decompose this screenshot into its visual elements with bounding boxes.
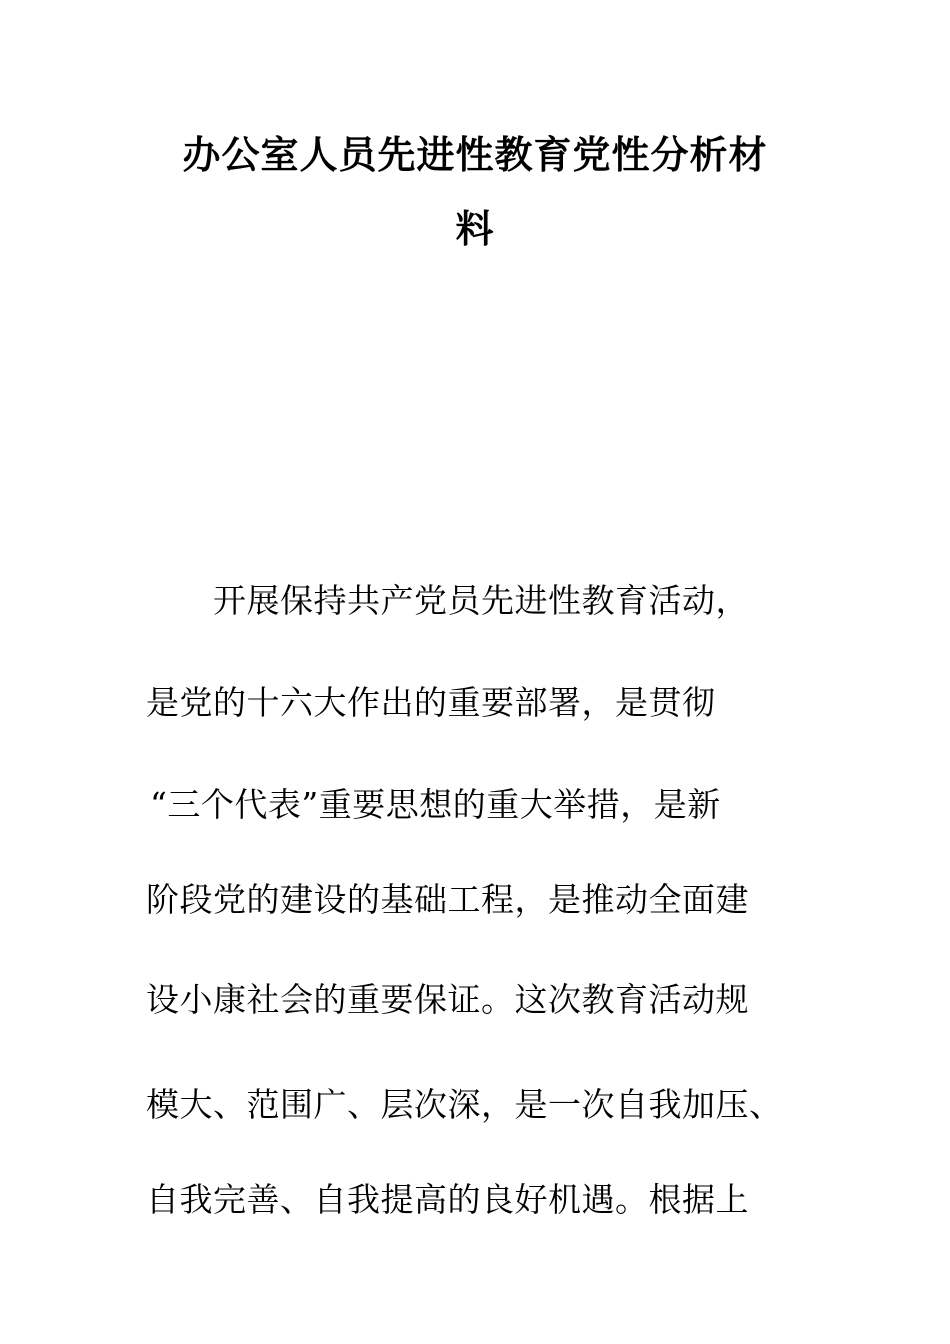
body-text-line-3: “三个代表”重要思想的重大举措，是新 — [150, 785, 721, 824]
body-text-line-6: 模大、范围广、层次深，是一次自我加压、 — [146, 1085, 783, 1124]
body-text-line-7: 自我完善、自我提高的良好机遇。根据上 — [146, 1180, 749, 1219]
body-text-line-5: 设小康社会的重要保证。这次教育活动规 — [146, 980, 749, 1019]
body-text-line-2: 是党的十六大作出的重要部署，是贯彻 — [146, 683, 716, 722]
document-title-line-2: 料 — [455, 206, 495, 251]
body-text-line-4: 阶段党的建设的基础工程，是推动全面建 — [146, 880, 749, 919]
body-text-line-1: 开展保持共产党员先进性教育活动， — [213, 581, 749, 620]
document-title-line-1: 办公室人员先进性教育党性分析材 — [182, 132, 768, 177]
